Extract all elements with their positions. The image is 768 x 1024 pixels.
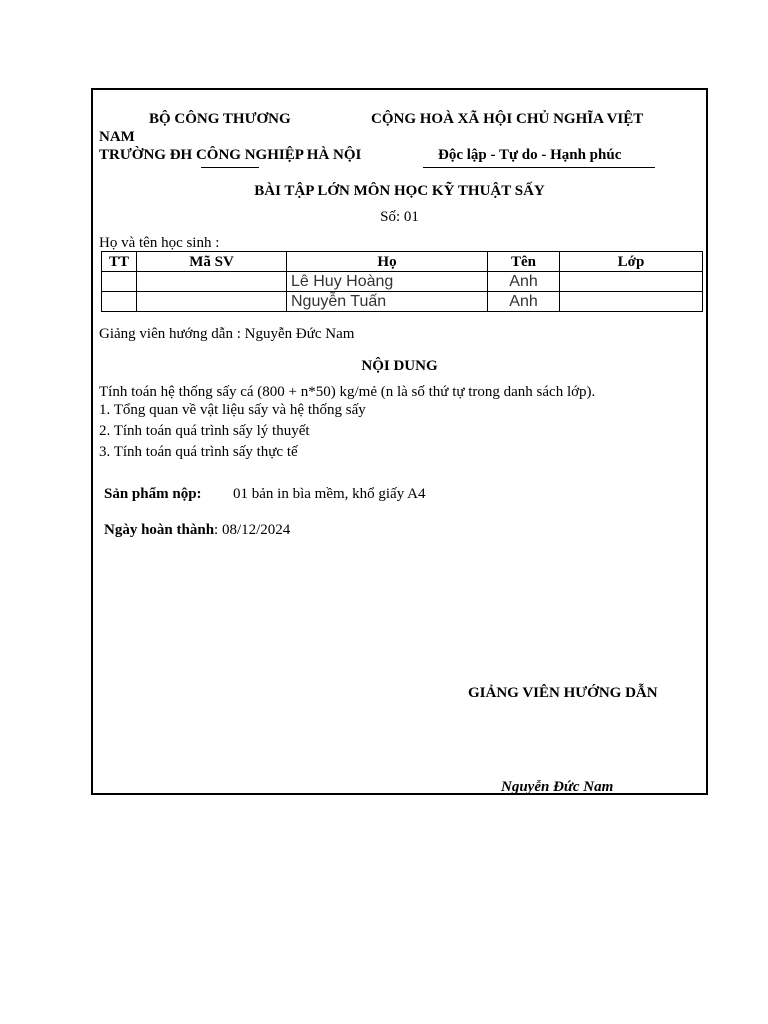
content-line: 1. Tổng quan về vật liệu sấy và hệ thống sấy — [99, 402, 366, 418]
cell-student-id — [137, 292, 287, 312]
cell-tt — [102, 272, 137, 292]
table-row — [102, 272, 703, 292]
student-table — [101, 251, 703, 312]
column-header-surname: Họ — [287, 252, 488, 272]
content-heading: NỘI DUNG — [361, 358, 438, 374]
column-header-tt: TT — [102, 252, 137, 272]
supervisor-line: Giảng viên hướng dẫn : Nguyễn Đức Nam — [99, 326, 355, 342]
assignment-title: BÀI TẬP LỚN MÔN HỌC KỸ THUẬT SẤY — [254, 183, 545, 199]
student-list-label: Họ và tên học sinh : — [99, 235, 220, 251]
column-header-class: Lớp — [560, 252, 703, 272]
cell-surname: Lê Huy Hoàng — [287, 272, 488, 292]
ministry-name: BỘ CÔNG THƯƠNG — [149, 111, 291, 127]
document-frame — [91, 88, 708, 795]
table-row — [102, 292, 703, 312]
cell-tt — [102, 292, 137, 312]
completion-date: : 08/12/2024 — [214, 522, 291, 538]
column-header-given-name: Tên — [488, 252, 560, 272]
cell-surname: Nguyễn Tuấn — [287, 292, 488, 312]
product-label: Sản phẩm nộp: — [104, 486, 202, 502]
completion-label: Ngày hoàn thành — [104, 522, 215, 538]
content-line: Tính toán hệ thống sấy cá (800 + n*50) kg/mẻ (n là số thứ tự trong danh sách lớp). — [99, 384, 596, 400]
university-name: TRƯỜNG ĐH CÔNG NGHIỆP HÀ NỘI — [99, 147, 362, 163]
republic-title-continued: NAM — [99, 129, 135, 145]
cell-class — [560, 272, 703, 292]
completion-line — [104, 521, 290, 539]
republic-title: CỘNG HOÀ XÃ HỘI CHỦ NGHĨA VIỆT — [371, 111, 644, 127]
cell-student-id — [137, 272, 287, 292]
cell-class — [560, 292, 703, 312]
signature-name: Nguyễn Đức Nam — [501, 779, 614, 795]
signature-title: GIẢNG VIÊN HƯỚNG DẪN — [468, 685, 658, 701]
university-underline — [201, 167, 259, 168]
motto: Độc lập - Tự do - Hạnh phúc — [438, 147, 622, 163]
assignment-number: Số: 01 — [380, 209, 419, 225]
content-line: 2. Tính toán quá trình sấy lý thuyết — [99, 423, 310, 439]
cell-given-name: Anh — [488, 292, 560, 312]
column-header-student-id: Mã SV — [137, 252, 287, 272]
table-header-row — [102, 252, 703, 272]
product-value: 01 bản in bìa mềm, khổ giấy A4 — [233, 486, 426, 502]
cell-given-name: Anh — [488, 272, 560, 292]
motto-underline — [423, 167, 655, 168]
content-line: 3. Tính toán quá trình sấy thực tế — [99, 444, 298, 460]
